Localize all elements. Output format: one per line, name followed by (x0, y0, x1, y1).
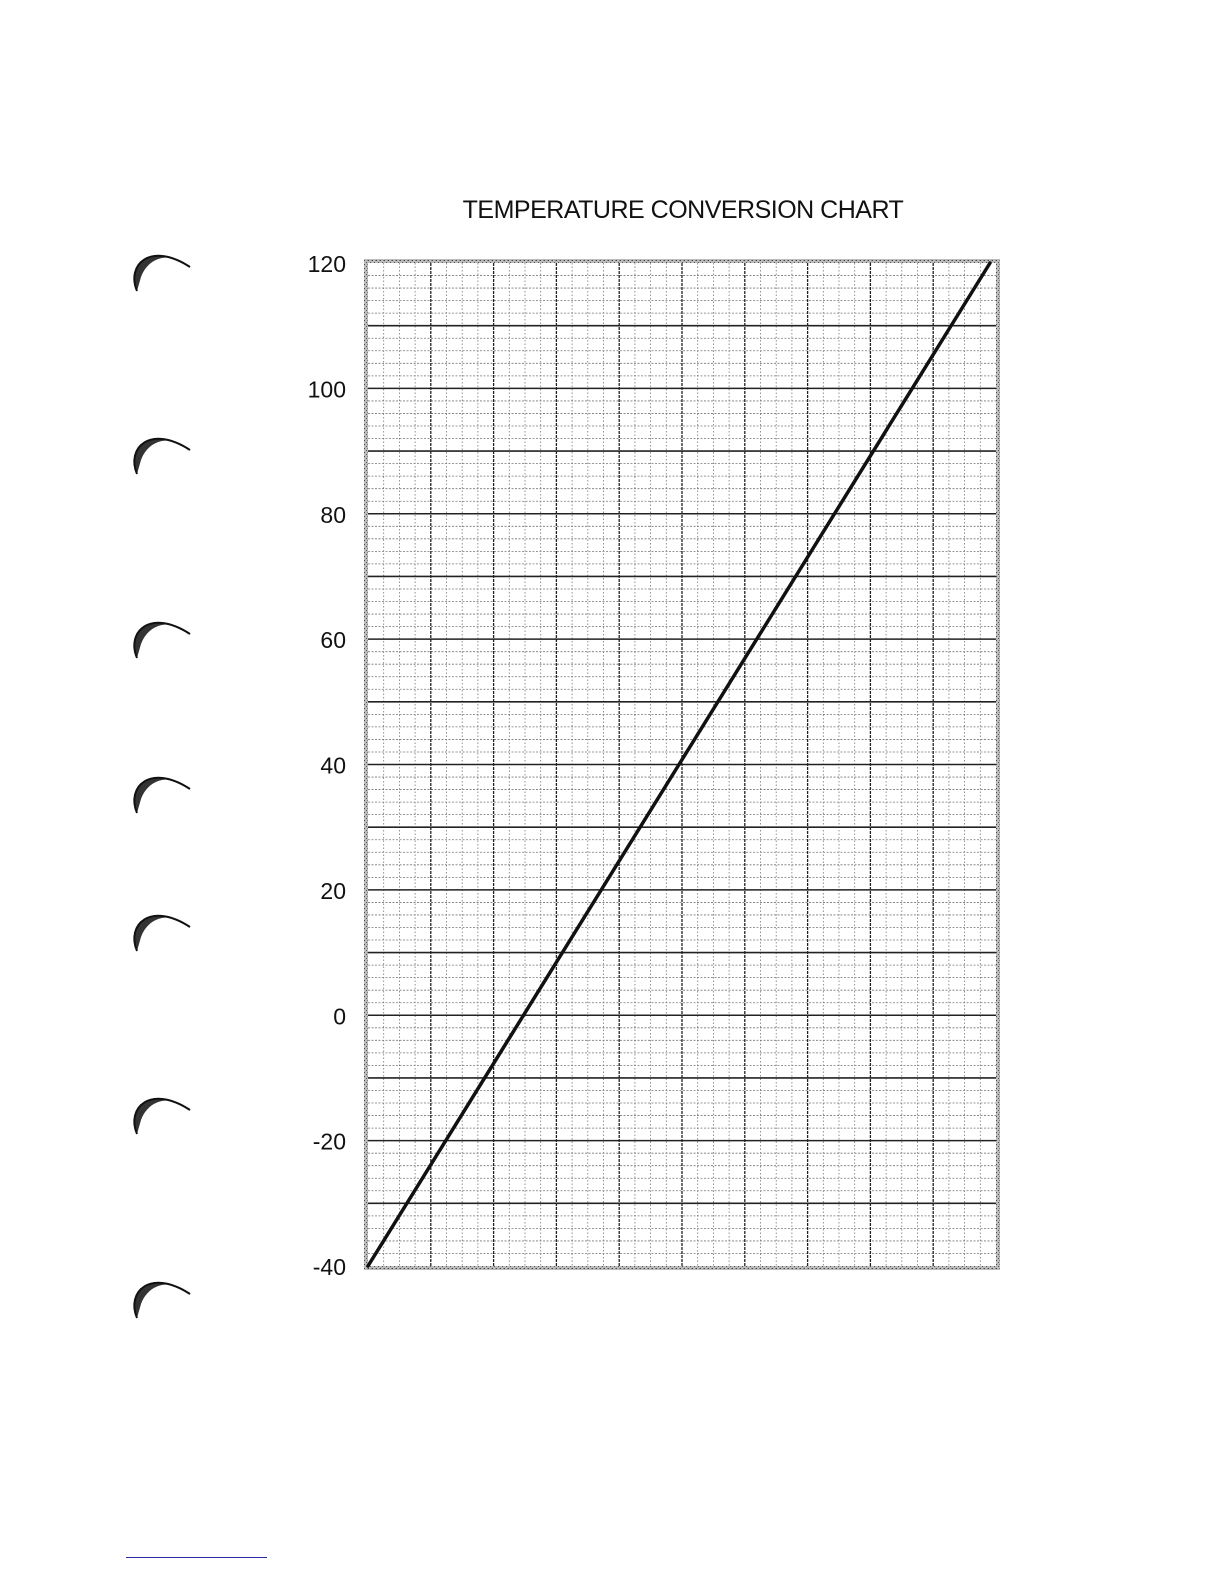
binder-hole-edge (134, 439, 190, 474)
binder-hole-edge (134, 1283, 190, 1318)
y-tick-label: 80 (320, 501, 346, 528)
y-tick-label: -20 (312, 1128, 346, 1155)
binder-hole-icon (134, 1099, 190, 1134)
y-tick-label: 40 (320, 752, 346, 779)
binder-hole-icon (134, 916, 190, 951)
y-tick-label: 120 (307, 251, 346, 277)
chart-title: TEMPERATURE CONVERSION CHART (462, 196, 904, 224)
binder-hole-edge (134, 1099, 190, 1134)
y-tick-label: -40 (312, 1254, 346, 1280)
binder-hole-icon (134, 256, 190, 291)
y-tick-label: 0 (333, 1003, 346, 1030)
binder-hole-icon (134, 778, 190, 813)
binder-hole-edge (134, 916, 190, 951)
binder-hole-icon (134, 623, 190, 658)
y-tick-label: 100 (307, 376, 346, 403)
binder-hole-edge (134, 778, 190, 813)
footer-rule (126, 1557, 267, 1558)
binder-hole-icon (134, 1283, 190, 1318)
binder-hole-edge (134, 256, 190, 291)
y-tick-label: 20 (320, 877, 346, 904)
y-tick-label: 60 (320, 627, 346, 654)
binder-hole-icon (134, 439, 190, 474)
binder-hole-edge (134, 623, 190, 658)
